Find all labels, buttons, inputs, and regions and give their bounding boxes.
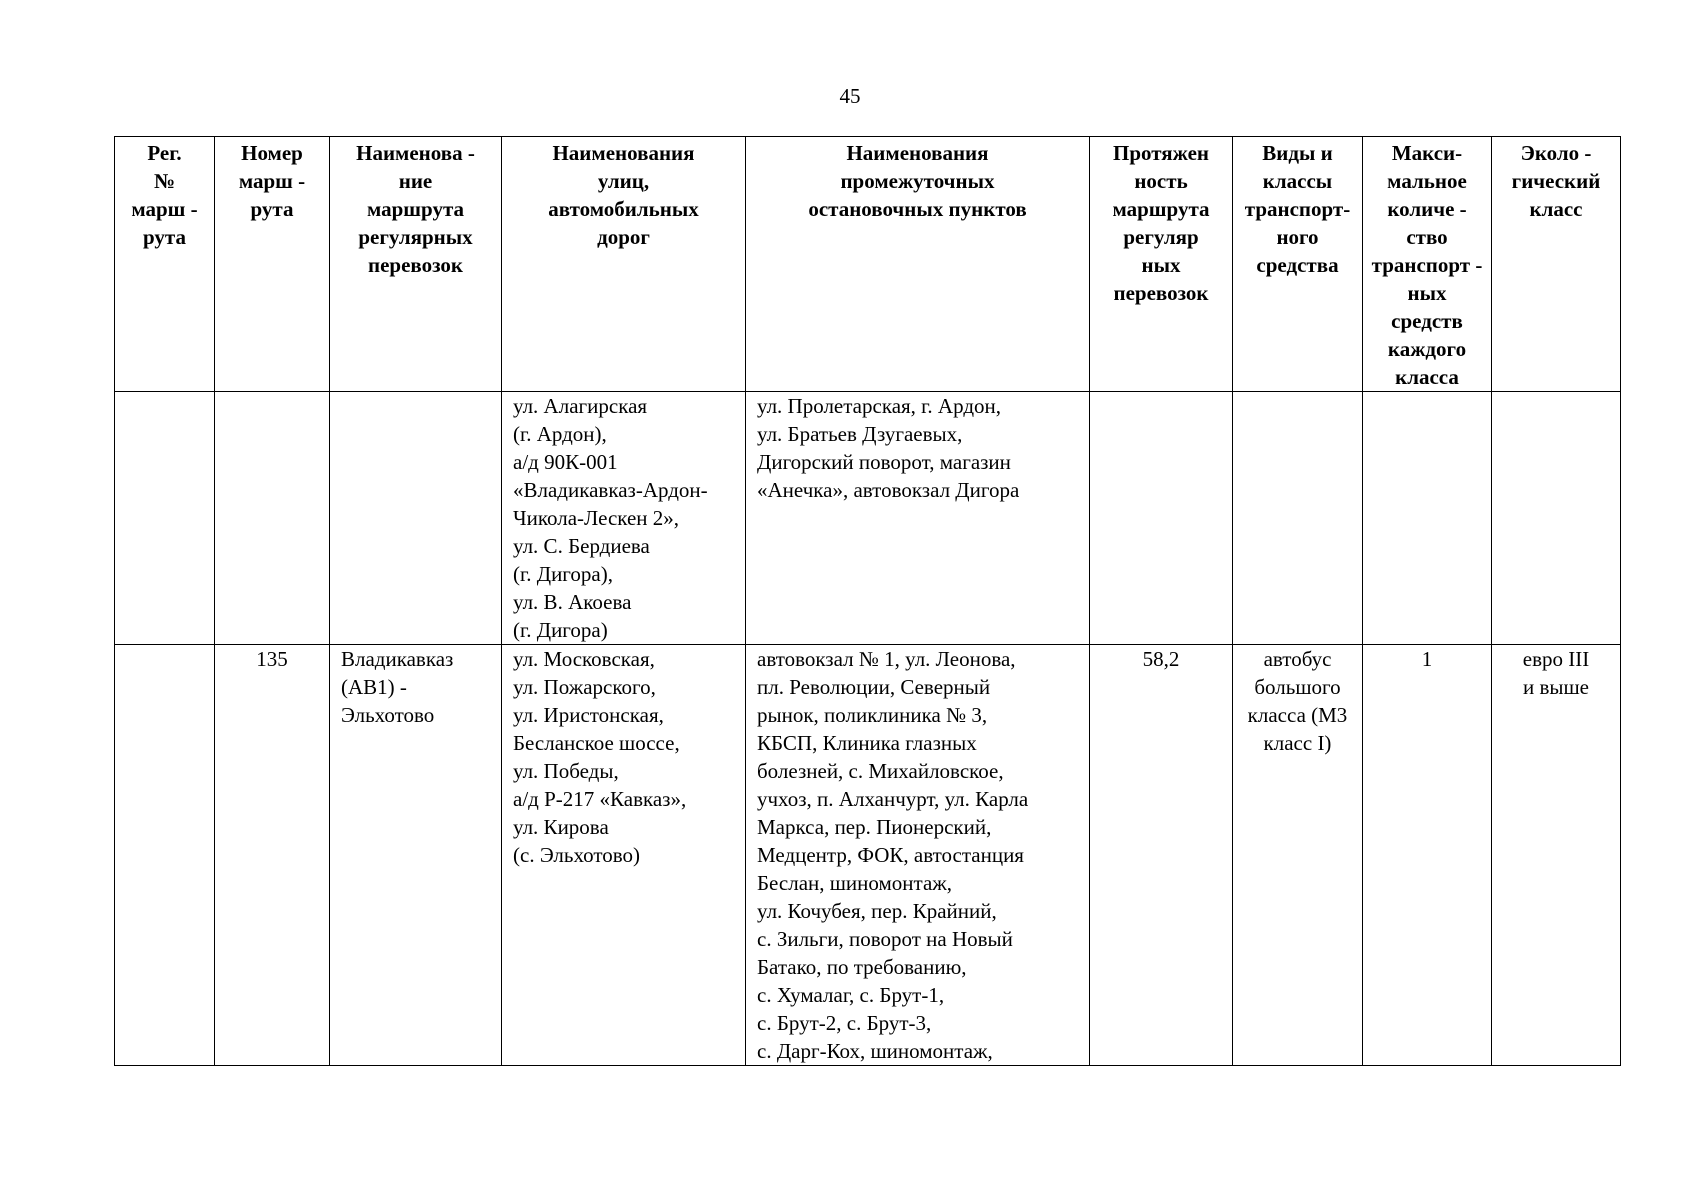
cell-streets: ул. Московская, ул. Пожарского, ул. Иристонская, Бесланское шоссе, ул. Победы, а/д Р-217 «Кавказ», ул. Кирова (с. Эльхотово) (502, 645, 746, 1066)
header-route-name: Наименова - ние маршрута регулярных перевозок (330, 137, 502, 392)
header-streets: Наименования улиц, автомобильных дорог (502, 137, 746, 392)
cell-stops: автовокзал № 1, ул. Леонова, пл. Революции, Северный рынок, поликлиника № 3, КБСП, Клиника глазных болезней, с. Михайловское, учхоз, п. Алханчурт, ул. Карла Маркса, пер. Пионерский, Медцентр, ФОК, автостанция Беслан, шиномонтаж, ул. Кочубея, пер. Крайний, с. Зильги, поворот на Новый Батако, по требованию, с. Хумалаг, с. Брут-1, с. Брут-2, с. Брут-3, с. Дарг-Кох, шиномонтаж, (746, 645, 1090, 1066)
cell-streets: ул. Алагирская (г. Ардон), а/д 90К-001 «Владикавказ-Ардон- Чикола-Лескен 2», ул. С. Бердиева (г. Дигора), ул. В. Акоева (г. Дигора) (502, 392, 746, 645)
header-reg-no: Рег. № марш - рута (115, 137, 215, 392)
header-stops: Наименования промежуточных остановочных пунктов (746, 137, 1090, 392)
cell-length (1090, 392, 1233, 645)
cell-max-count (1363, 392, 1492, 645)
routes-table (114, 136, 1621, 1066)
cell-eco-class: евро III и выше (1492, 645, 1621, 1066)
page-number: 45 (839, 84, 861, 108)
table-row (115, 392, 1621, 645)
header-max-count: Макси- мальное количе - ство транспорт - ных средств каждого класса (1363, 137, 1492, 392)
cell-route-no (215, 392, 330, 645)
header-length: Протяжен ность маршрута регуляр ных перевозок (1090, 137, 1233, 392)
cell-vehicle-class: автобус большого класса (М3 класс I) (1233, 645, 1363, 1066)
table-row (115, 645, 1621, 1066)
cell-max-count: 1 (1363, 645, 1492, 1066)
cell-reg-no (115, 645, 215, 1066)
header-vehicle-class: Виды и классы транспорт- ного средства (1233, 137, 1363, 392)
header-route-no: Номер марш - рута (215, 137, 330, 392)
cell-length: 58,2 (1090, 645, 1233, 1066)
table-header-row (115, 137, 1621, 392)
cell-vehicle-class (1233, 392, 1363, 645)
cell-eco-class (1492, 392, 1621, 645)
header-eco-class: Эколо - гический класс (1492, 137, 1621, 392)
cell-stops: ул. Пролетарская, г. Ардон, ул. Братьев Дзугаевых, Дигорский поворот, магазин «Анечка», автовокзал Дигора (746, 392, 1090, 645)
cell-route-name (330, 392, 502, 645)
cell-route-no: 135 (215, 645, 330, 1066)
cell-route-name: Владикавказ (АВ1) - Эльхотово (330, 645, 502, 1066)
cell-reg-no (115, 392, 215, 645)
